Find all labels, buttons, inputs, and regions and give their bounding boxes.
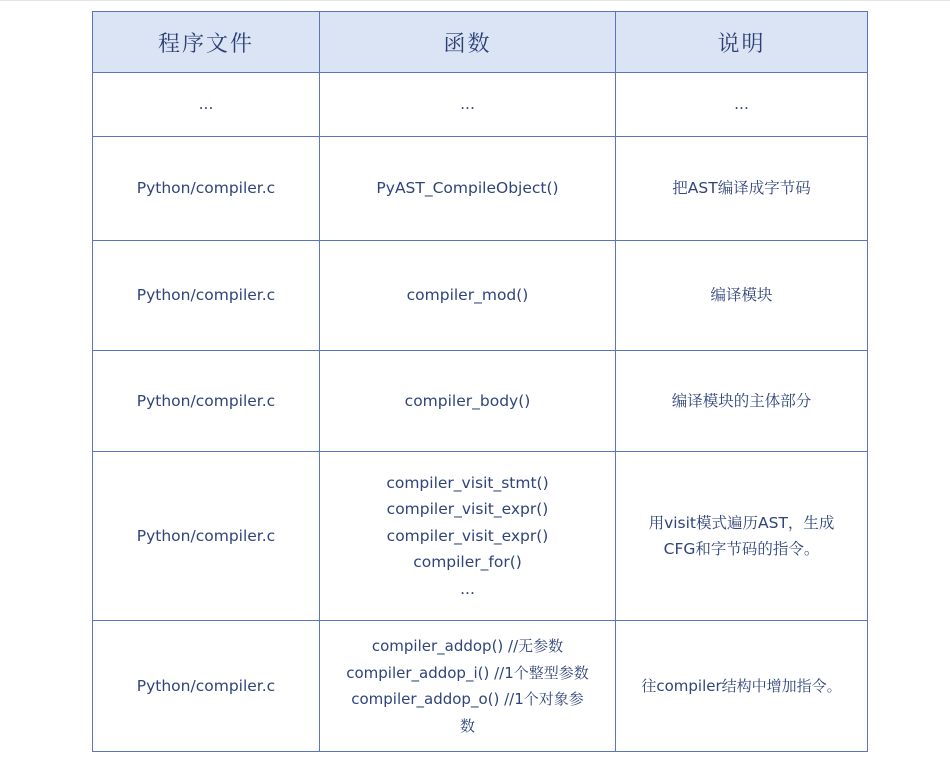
- function-name: PyAST_CompileObject(): [376, 179, 559, 198]
- function-cell: [320, 621, 616, 752]
- description-cell: 编译模块的主体部分: [616, 351, 868, 452]
- description-line: 用visit模式遍历AST，生成: [648, 513, 835, 532]
- description-cell: ...: [616, 73, 868, 137]
- function-name: compiler_mod(): [406, 286, 529, 305]
- table-row: [93, 621, 868, 752]
- function-name-continuation: 数: [459, 716, 475, 735]
- function-cell: [320, 241, 616, 351]
- function-name: compiler_visit_expr(): [386, 526, 549, 545]
- header-function: 函数: [320, 12, 616, 73]
- description-cell: 往compiler结构中增加指令。: [616, 621, 868, 752]
- file-cell: Python/compiler.c: [93, 351, 320, 452]
- function-table: [92, 11, 868, 752]
- table-row: [93, 351, 868, 452]
- table-row: [93, 241, 868, 351]
- header-file: 程序文件: [93, 12, 320, 73]
- file-cell: ...: [93, 73, 320, 137]
- file-cell: Python/compiler.c: [93, 241, 320, 351]
- top-divider: [0, 0, 950, 1]
- file-cell: Python/compiler.c: [93, 452, 320, 621]
- file-cell: Python/compiler.c: [93, 621, 320, 752]
- description-line: CFG和字节码的指令。: [663, 540, 820, 558]
- description-cell: 把AST编译成字节码: [616, 137, 868, 241]
- function-cell: [320, 73, 616, 137]
- file-cell: Python/compiler.c: [93, 137, 320, 241]
- function-name: compiler_addop() //无参数: [371, 637, 564, 655]
- function-name: compiler_visit_expr(): [386, 500, 549, 519]
- function-cell: [320, 452, 616, 621]
- function-name: ...: [460, 579, 475, 598]
- header-description: 说明: [616, 12, 868, 73]
- table-row: [93, 73, 868, 137]
- table-row: [93, 137, 868, 241]
- table-header-row: [93, 12, 868, 73]
- description-cell: 编译模块: [616, 241, 868, 351]
- description-cell: [616, 452, 868, 621]
- function-name: compiler_addop_i() //1个整型参数: [346, 663, 589, 682]
- function-name: compiler_addop_o() //1个对象参: [351, 690, 584, 708]
- function-cell: [320, 351, 616, 452]
- table-row: [93, 452, 868, 621]
- function-name: compiler_visit_stmt(): [386, 473, 549, 492]
- function-name: compiler_body(): [404, 391, 531, 410]
- function-name: compiler_for(): [413, 553, 522, 572]
- function-name: ...: [460, 95, 475, 114]
- function-cell: [320, 137, 616, 241]
